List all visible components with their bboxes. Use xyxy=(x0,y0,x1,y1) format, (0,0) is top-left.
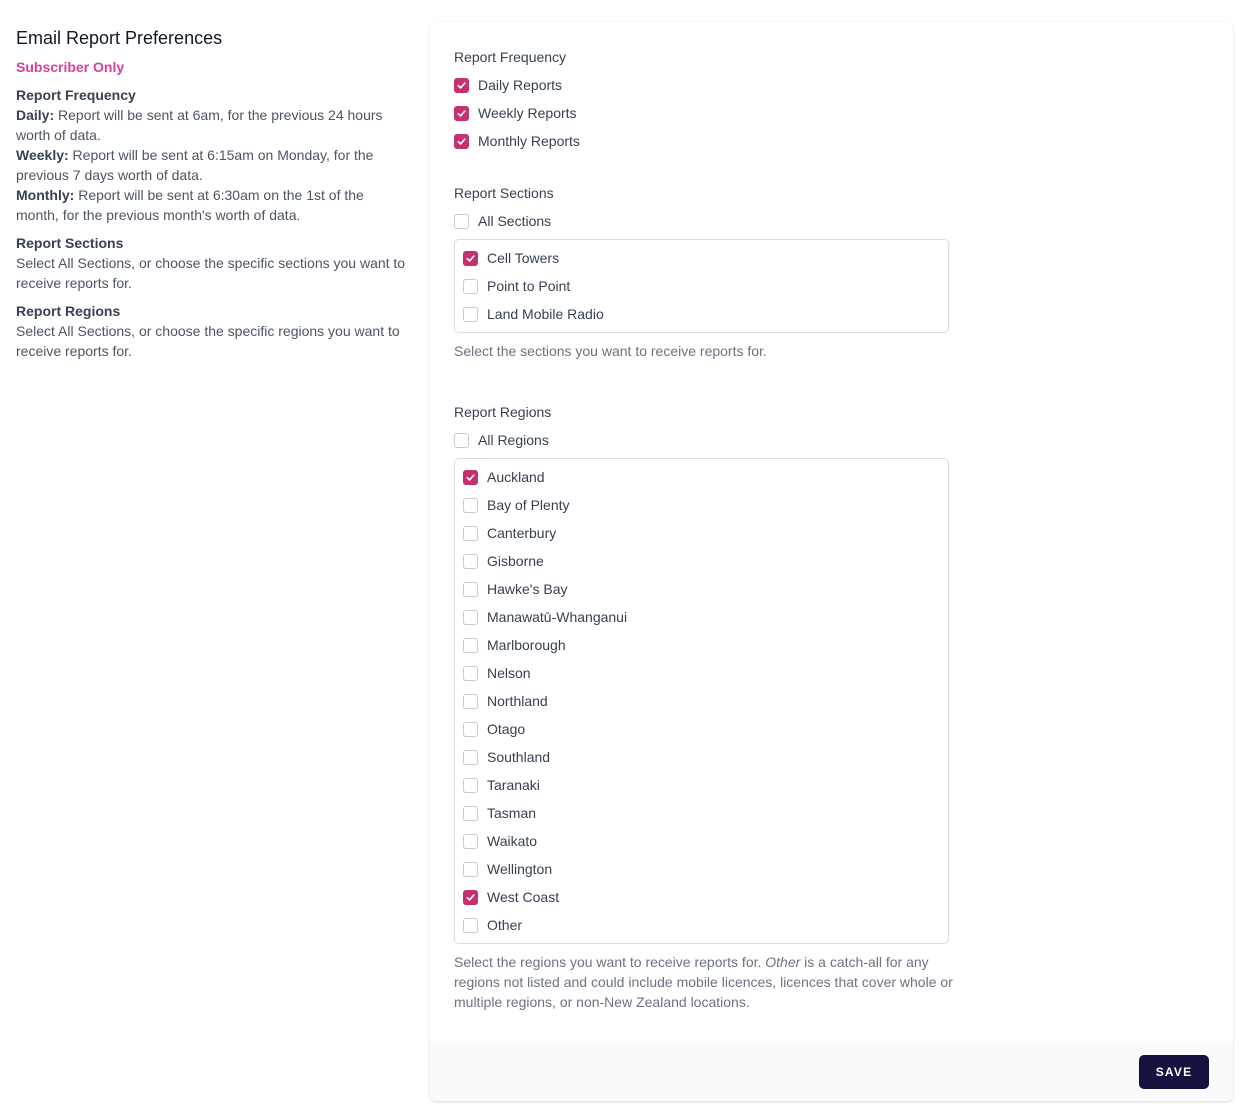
checkbox[interactable] xyxy=(463,582,478,597)
frequency-label: Weekly Reports xyxy=(478,105,577,121)
region-label: Waikato xyxy=(487,833,538,849)
checkbox[interactable] xyxy=(463,806,478,821)
region-checkbox-bay-of-plenty[interactable] xyxy=(463,491,940,519)
section-checkbox-point-to-point[interactable] xyxy=(463,272,940,300)
daily-text: Report will be sent at 6am, for the previous 24 hours worth of data. xyxy=(16,107,383,143)
frequency-options xyxy=(454,71,974,155)
checkbox[interactable] xyxy=(463,638,478,653)
region-checkbox-auckland[interactable] xyxy=(463,463,940,491)
checkmark-icon xyxy=(465,253,476,264)
checkmark-icon xyxy=(456,80,467,91)
region-checkbox-tasman[interactable] xyxy=(463,799,940,827)
checkbox[interactable] xyxy=(463,498,478,513)
region-checkbox-wellington[interactable] xyxy=(463,855,940,883)
checkbox[interactable] xyxy=(454,78,469,93)
region-label: Nelson xyxy=(487,665,531,681)
checkbox[interactable] xyxy=(463,890,478,905)
region-checkbox-southland[interactable] xyxy=(463,743,940,771)
checkbox[interactable] xyxy=(463,722,478,737)
region-label: Hawke's Bay xyxy=(487,581,568,597)
section-checkbox-land-mobile-radio[interactable] xyxy=(463,300,940,328)
checkbox[interactable] xyxy=(463,554,478,569)
region-checkbox-taranaki[interactable] xyxy=(463,771,940,799)
frequency-checkbox-weekly-reports[interactable] xyxy=(454,99,974,127)
all-regions-checkbox[interactable] xyxy=(454,426,974,454)
checkbox[interactable] xyxy=(463,526,478,541)
region-label: Bay of Plenty xyxy=(487,497,570,513)
checkbox[interactable] xyxy=(454,134,469,149)
checkmark-icon xyxy=(456,108,467,119)
regions-group xyxy=(454,401,974,1012)
region-label: Wellington xyxy=(487,861,553,877)
region-label: Canterbury xyxy=(487,525,557,541)
monthly-label: Monthly: xyxy=(16,187,75,203)
preferences-description xyxy=(16,26,406,361)
region-checkbox-other[interactable] xyxy=(463,911,940,939)
region-checkbox-manawat-whanganui[interactable] xyxy=(463,603,940,631)
checkbox[interactable] xyxy=(463,834,478,849)
save-button[interactable]: SAVE xyxy=(1139,1055,1209,1089)
checkbox[interactable] xyxy=(463,307,478,322)
region-checkbox-waikato[interactable] xyxy=(463,827,940,855)
region-label: Southland xyxy=(487,749,551,765)
region-checkbox-marlborough[interactable] xyxy=(463,631,940,659)
checkbox[interactable] xyxy=(454,214,469,229)
section-label: Land Mobile Radio xyxy=(487,306,604,322)
frequency-heading: Report Frequency xyxy=(16,87,136,103)
region-label: Gisborne xyxy=(487,553,544,569)
sections-title: Report Sections xyxy=(454,185,554,201)
regions-hint xyxy=(454,952,974,1012)
region-label: Otago xyxy=(487,721,526,737)
weekly-text: Report will be sent at 6:15am on Monday, for the previous 7 days worth of data. xyxy=(16,147,374,183)
section-label: Cell Towers xyxy=(487,250,560,266)
region-checkbox-hawke-s-bay[interactable] xyxy=(463,575,940,603)
region-label: Tasman xyxy=(487,805,537,821)
checkbox[interactable] xyxy=(463,918,478,933)
region-label: Other xyxy=(487,917,523,933)
checkmark-icon xyxy=(465,892,476,903)
checkmark-icon xyxy=(456,136,467,147)
checkbox[interactable] xyxy=(463,251,478,266)
frequency-group xyxy=(454,46,974,155)
daily-description xyxy=(16,105,406,145)
region-checkbox-nelson[interactable] xyxy=(463,659,940,687)
frequency-checkbox-monthly-reports[interactable] xyxy=(454,127,974,155)
checkbox[interactable] xyxy=(454,433,469,448)
region-label: Marlborough xyxy=(487,637,566,653)
region-checkbox-northland[interactable] xyxy=(463,687,940,715)
all-sections-checkbox[interactable] xyxy=(454,207,974,235)
checkbox[interactable] xyxy=(463,666,478,681)
frequency-label: Monthly Reports xyxy=(478,133,580,149)
regions-hint-end: is a catch-all for any regions not listed and could include mobile licences, licences that cover whole or multiple regions, or non-New Zealand locations. xyxy=(454,954,953,1010)
regions-options xyxy=(454,458,949,944)
sections-description: Select All Sections, or choose the specific sections you want to receive reports for. xyxy=(16,255,406,291)
region-label: Manawatū-Whanganui xyxy=(487,609,628,625)
region-checkbox-canterbury[interactable] xyxy=(463,519,940,547)
subscriber-badge: Subscriber Only xyxy=(16,59,125,75)
frequency-checkbox-daily-reports[interactable] xyxy=(454,71,974,99)
checkbox[interactable] xyxy=(463,694,478,709)
form-footer xyxy=(430,1041,1233,1101)
regions-heading: Report Regions xyxy=(16,303,121,319)
regions-hint-other: Other xyxy=(765,954,801,970)
checkbox[interactable] xyxy=(454,106,469,121)
sections-options xyxy=(454,239,949,333)
sections-hint: Select the sections you want to receive reports for. xyxy=(454,343,767,359)
region-checkbox-otago[interactable] xyxy=(463,715,940,743)
preferences-form-card xyxy=(430,22,1233,1101)
regions-hint-start: Select the regions you want to receive reports for. xyxy=(454,954,766,970)
frequency-label: Daily Reports xyxy=(478,77,563,93)
section-label: Point to Point xyxy=(487,278,571,294)
frequency-title: Report Frequency xyxy=(454,49,567,65)
region-label: West Coast xyxy=(487,889,560,905)
region-checkbox-gisborne[interactable] xyxy=(463,547,940,575)
sections-heading: Report Sections xyxy=(16,235,124,251)
region-label: Auckland xyxy=(487,469,545,485)
checkbox[interactable] xyxy=(463,862,478,877)
all-regions-label: All Regions xyxy=(478,432,549,448)
checkbox[interactable] xyxy=(463,750,478,765)
checkbox[interactable] xyxy=(463,279,478,294)
region-label: Northland xyxy=(487,693,548,709)
checkbox[interactable] xyxy=(463,470,478,485)
monthly-description xyxy=(16,185,406,225)
monthly-text: Report will be sent at 6:30am on the 1st of the month, for the previous month's worth of data. xyxy=(16,187,364,223)
weekly-label: Weekly: xyxy=(16,147,69,163)
daily-label: Daily: xyxy=(16,107,55,123)
region-label: Taranaki xyxy=(487,777,540,793)
section-checkbox-cell-towers[interactable] xyxy=(463,244,940,272)
weekly-description xyxy=(16,145,406,185)
checkbox[interactable] xyxy=(463,610,478,625)
sections-group xyxy=(454,182,974,361)
regions-description: Select All Sections, or choose the specific regions you want to receive reports for. xyxy=(16,323,400,359)
checkbox[interactable] xyxy=(463,778,478,793)
page-title: Email Report Preferences xyxy=(16,28,223,48)
all-sections-label: All Sections xyxy=(478,213,552,229)
preferences-form xyxy=(454,46,974,1012)
region-checkbox-west-coast[interactable] xyxy=(463,883,940,911)
checkmark-icon xyxy=(465,472,476,483)
regions-title: Report Regions xyxy=(454,404,552,420)
